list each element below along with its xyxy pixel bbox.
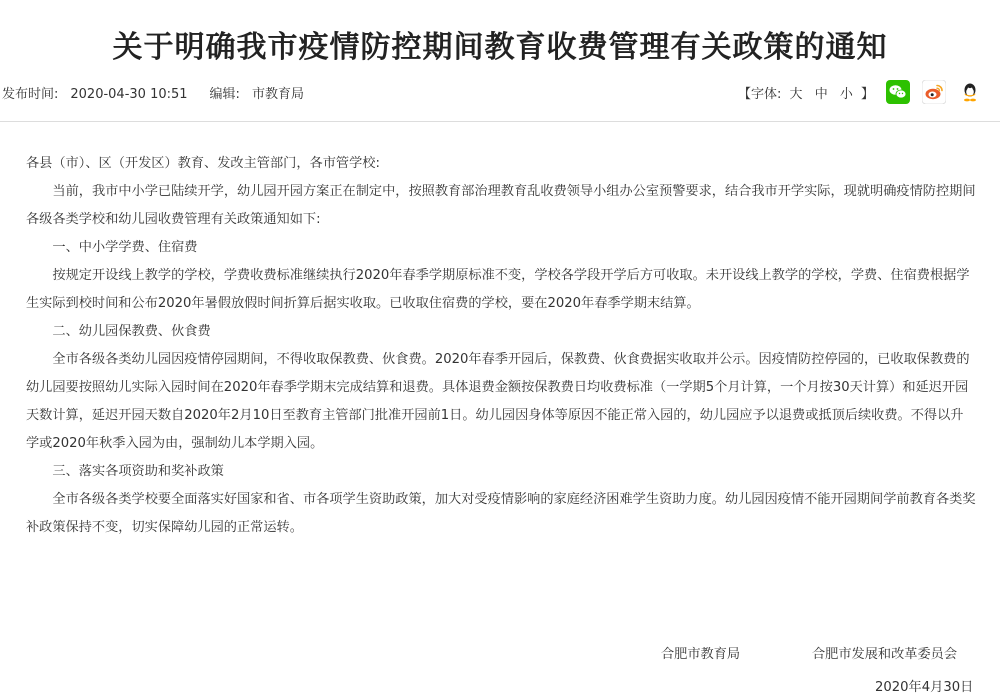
share-qq-button[interactable] — [958, 80, 982, 104]
qq-icon — [958, 80, 982, 104]
font-size-small-button[interactable]: 小 — [839, 87, 853, 102]
signatory-development-commission: 合肥市发展和改革委员会 — [812, 647, 958, 662]
share-wechat-button[interactable] — [886, 80, 910, 104]
share-weibo-button[interactable] — [922, 80, 946, 104]
share-buttons — [886, 80, 982, 104]
notice-date: 2020年4月30日 — [875, 680, 974, 695]
salutation: 各县（市）、区（开发区）教育、发改主管部门，各市管学校: — [26, 156, 380, 171]
article-meta-bar — [0, 80, 1000, 106]
article-body — [26, 150, 976, 542]
header-divider — [0, 121, 1000, 122]
wechat-icon — [886, 80, 910, 104]
body-paragraph: 全市各级各类幼儿园因疫情停园期间，不得收取保教费、伙食费。2020年春季开园后，保教费、伙食费据实收取并公示。因疫情防控停园的，已收取保教费的幼儿园要按照幼儿实际入园时间在2020年春季学期末完成结算和退费。具体退费金额按保教费日均收费标准（一学期5个月计算，一个月按30天计算）和延迟开园天数计算，延迟开园天数自2020年2月10日至教育主管部门批准开园前1日。幼儿园因身体等原因不能正常入园的，幼儿园应予以退费或抵顶后续收费。不得以升学或2020年秋季入园为由，强制幼儿本学期入园。 — [26, 352, 970, 451]
font-size-prefix: 【字体: — [738, 87, 782, 102]
editor-name: 市教育局 — [251, 87, 304, 102]
weibo-icon — [922, 80, 946, 104]
font-size-control — [738, 83, 874, 102]
section-heading: 三、落实各项资助和奖补政策 — [52, 464, 224, 479]
publish-time-label: 发布时间: — [2, 87, 59, 102]
publish-time: 2020-04-30 10:51 — [70, 87, 188, 102]
font-size-suffix: 】 — [861, 87, 875, 102]
font-size-medium-button[interactable]: 中 — [814, 87, 828, 102]
article-meta — [2, 83, 316, 102]
body-paragraph: 当前，我市中小学已陆续开学，幼儿园开园方案正在制定中，按照教育部治理教育乱收费领导小组办公室预警要求，结合我市开学实际，现就明确疫情防控期间各级各类学校和幼儿园收费管理有关政策通知如下: — [26, 184, 976, 227]
body-paragraph: 按规定开设线上教学的学校，学费收费标准继续执行2020年春季学期原标准不变，学校各学段开学后方可收取。未开设线上教学的学校，学费、住宿费根据学生实际到校时间和公布2020年暑假放假时间折算后据实收取。已收取住宿费的学校，要在2020年春季学期末结算。 — [26, 268, 970, 311]
section-heading: 二、幼儿园保教费、伙食费 — [52, 324, 211, 339]
body-paragraph: 全市各级各类学校要全面落实好国家和省、市各项学生资助政策，加大对受疫情影响的家庭经济困难学生资助力度。幼儿园因疫情不能开园期间学前教育各类奖补政策保持不变，切实保障幼儿园的正常运转。 — [26, 492, 976, 535]
article-title: 关于明确我市疫情防控期间教育收费管理有关政策的通知 — [112, 30, 888, 65]
editor-label: 编辑: — [209, 87, 240, 102]
section-heading: 一、中小学学费、住宿费 — [52, 240, 198, 255]
font-size-large-button[interactable]: 大 — [789, 87, 803, 102]
signatory-education-bureau: 合肥市教育局 — [661, 647, 741, 662]
